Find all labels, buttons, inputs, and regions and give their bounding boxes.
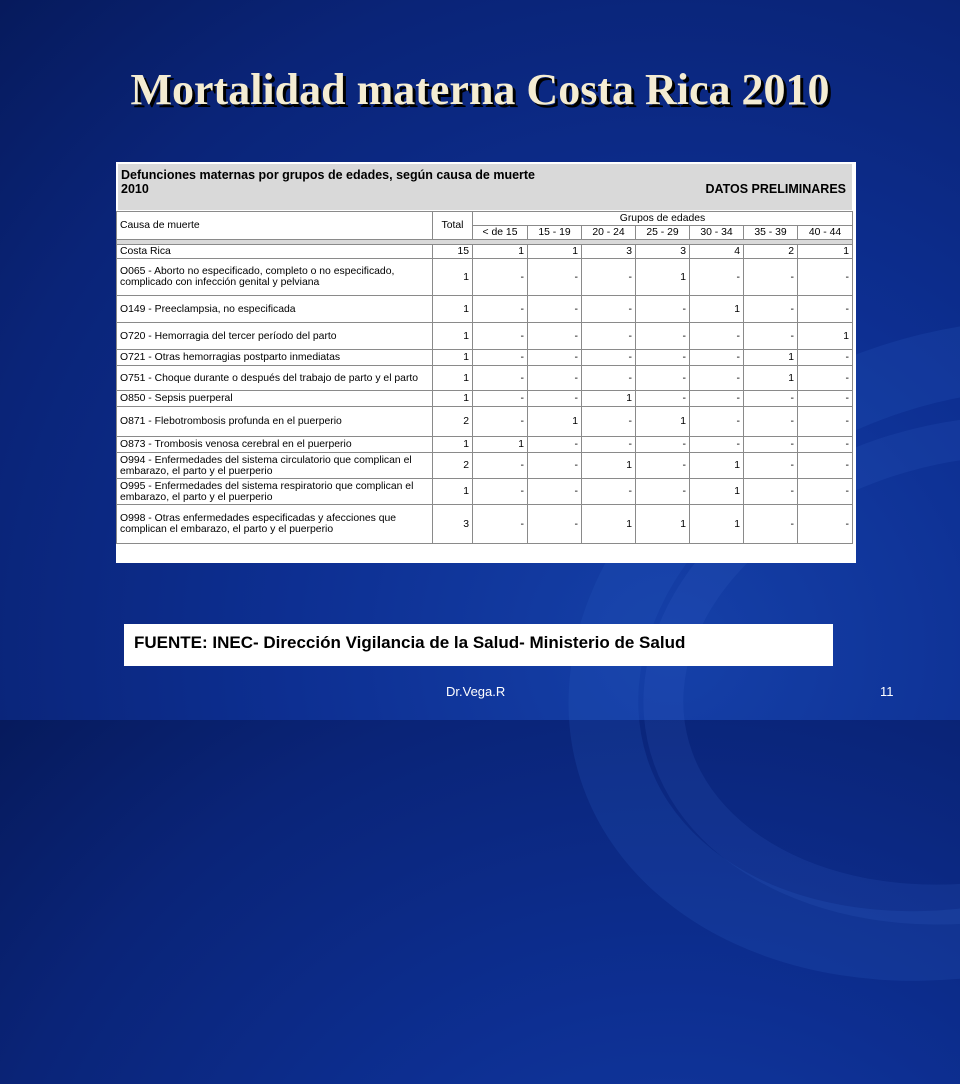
header-age-group: 20 - 24 bbox=[582, 226, 636, 240]
header-age-group: 40 - 44 bbox=[798, 226, 853, 240]
age-group-cell: - bbox=[473, 259, 528, 296]
preliminary-data-label: DATOS PRELIMINARES bbox=[705, 182, 846, 196]
age-group-cell: 3 bbox=[582, 245, 636, 259]
cause-cell: O751 - Choque durante o después del trabajo de parto y el parto bbox=[117, 366, 433, 391]
table-row bbox=[117, 391, 853, 407]
age-group-cell: - bbox=[528, 479, 582, 505]
age-group-cell: - bbox=[473, 391, 528, 407]
cause-cell: O994 - Enfermedades del sistema circulatorio que complican el embarazo, el parto y el puerperio bbox=[117, 453, 433, 479]
age-group-cell: - bbox=[582, 259, 636, 296]
age-group-cell: - bbox=[528, 453, 582, 479]
age-group-cell: - bbox=[528, 296, 582, 323]
age-group-cell: - bbox=[690, 259, 744, 296]
age-group-cell: - bbox=[798, 296, 853, 323]
age-group-cell: - bbox=[798, 437, 853, 453]
age-group-cell: 1 bbox=[528, 407, 582, 437]
total-cell: 2 bbox=[433, 453, 473, 479]
age-group-cell: - bbox=[636, 296, 690, 323]
header-age-group: 15 - 19 bbox=[528, 226, 582, 240]
age-group-cell: - bbox=[636, 453, 690, 479]
age-group-cell: - bbox=[798, 350, 853, 366]
total-cell: 1 bbox=[433, 366, 473, 391]
cause-cell: O998 - Otras enfermedades especificadas y afecciones que complican el embarazo, el parto y el puerperio bbox=[117, 505, 433, 544]
total-cell: 1 bbox=[433, 391, 473, 407]
age-group-cell: - bbox=[636, 391, 690, 407]
age-group-cell: - bbox=[582, 479, 636, 505]
mortality-table bbox=[116, 211, 853, 544]
age-group-cell: - bbox=[473, 323, 528, 350]
header-age-group: < de 15 bbox=[473, 226, 528, 240]
table-row bbox=[117, 350, 853, 366]
age-group-cell: - bbox=[690, 323, 744, 350]
header-cause: Causa de muerte bbox=[117, 212, 433, 240]
age-group-cell: - bbox=[744, 453, 798, 479]
total-cell: 1 bbox=[433, 350, 473, 366]
age-group-cell: - bbox=[690, 407, 744, 437]
age-group-cell: - bbox=[636, 323, 690, 350]
header-age-groups: Grupos de edades bbox=[473, 212, 853, 226]
age-group-cell: - bbox=[690, 437, 744, 453]
age-group-cell: 4 bbox=[690, 245, 744, 259]
table-row bbox=[117, 296, 853, 323]
slide-title: Mortalidad materna Costa Rica 2010 bbox=[130, 65, 830, 114]
table-row bbox=[117, 453, 853, 479]
age-group-cell: - bbox=[582, 407, 636, 437]
cause-cell: O149 - Preeclampsia, no especificada bbox=[117, 296, 433, 323]
age-group-cell: - bbox=[798, 505, 853, 544]
age-group-cell: - bbox=[473, 350, 528, 366]
total-cell: 1 bbox=[433, 479, 473, 505]
total-cell: 15 bbox=[433, 245, 473, 259]
table-row bbox=[117, 505, 853, 544]
age-group-cell: 1 bbox=[798, 323, 853, 350]
age-group-cell: 1 bbox=[582, 505, 636, 544]
age-group-cell: - bbox=[528, 391, 582, 407]
age-group-cell: 1 bbox=[636, 505, 690, 544]
table-row bbox=[117, 479, 853, 505]
header-age-group: 25 - 29 bbox=[636, 226, 690, 240]
age-group-cell: 1 bbox=[690, 453, 744, 479]
age-group-cell: - bbox=[798, 407, 853, 437]
source-box bbox=[124, 624, 833, 666]
age-group-cell: 1 bbox=[473, 245, 528, 259]
table-row bbox=[117, 437, 853, 453]
age-group-cell: - bbox=[582, 323, 636, 350]
age-group-cell: 1 bbox=[744, 366, 798, 391]
age-group-cell: - bbox=[636, 350, 690, 366]
age-group-cell: - bbox=[473, 366, 528, 391]
age-group-cell: 1 bbox=[690, 479, 744, 505]
age-group-cell: - bbox=[798, 479, 853, 505]
age-group-cell: - bbox=[528, 259, 582, 296]
age-group-cell: - bbox=[744, 259, 798, 296]
age-group-cell: - bbox=[690, 391, 744, 407]
age-group-cell: 1 bbox=[690, 505, 744, 544]
table-title-band bbox=[118, 164, 852, 210]
age-group-cell: 3 bbox=[636, 245, 690, 259]
table-row bbox=[117, 323, 853, 350]
age-group-cell: - bbox=[690, 350, 744, 366]
cause-cell: O720 - Hemorragia del tercer período del parto bbox=[117, 323, 433, 350]
table-title: Defunciones maternas por grupos de edades, según causa de muerte bbox=[121, 168, 536, 182]
header-age-group: 30 - 34 bbox=[690, 226, 744, 240]
table-row bbox=[117, 366, 853, 391]
age-group-cell: - bbox=[528, 323, 582, 350]
total-cell: 1 bbox=[433, 259, 473, 296]
page-number: 11 bbox=[880, 684, 894, 699]
age-group-cell: 1 bbox=[636, 259, 690, 296]
age-group-cell: 1 bbox=[473, 437, 528, 453]
cause-cell: O995 - Enfermedades del sistema respiratorio que complican el embarazo, el parto y el puerperio bbox=[117, 479, 433, 505]
age-group-cell: - bbox=[473, 407, 528, 437]
age-group-cell: - bbox=[582, 437, 636, 453]
age-group-cell: 1 bbox=[744, 350, 798, 366]
total-cell: 1 bbox=[433, 437, 473, 453]
age-group-cell: - bbox=[798, 391, 853, 407]
age-group-cell: - bbox=[744, 479, 798, 505]
total-cell: 1 bbox=[433, 296, 473, 323]
cause-cell: O871 - Flebotrombosis profunda en el puerperio bbox=[117, 407, 433, 437]
age-group-cell: 1 bbox=[582, 453, 636, 479]
cause-cell: Costa Rica bbox=[117, 245, 433, 259]
age-group-cell: - bbox=[690, 366, 744, 391]
cause-cell: O721 - Otras hemorragias postparto inmediatas bbox=[117, 350, 433, 366]
age-group-cell: 1 bbox=[582, 391, 636, 407]
cause-cell: O873 - Trombosis venosa cerebral en el puerperio bbox=[117, 437, 433, 453]
age-group-cell: - bbox=[744, 407, 798, 437]
age-group-cell: - bbox=[744, 323, 798, 350]
age-group-cell: - bbox=[744, 391, 798, 407]
age-group-cell: - bbox=[798, 259, 853, 296]
age-group-cell: 1 bbox=[636, 407, 690, 437]
age-group-cell: 1 bbox=[798, 245, 853, 259]
total-cell: 1 bbox=[433, 323, 473, 350]
cause-cell: O850 - Sepsis puerperal bbox=[117, 391, 433, 407]
table-row bbox=[117, 259, 853, 296]
mortality-table-image bbox=[116, 162, 856, 563]
age-group-cell: - bbox=[528, 437, 582, 453]
age-group-cell: - bbox=[798, 453, 853, 479]
footer-author: Dr.Vega.R bbox=[446, 684, 506, 699]
header-age-group: 35 - 39 bbox=[744, 226, 798, 240]
age-group-cell: - bbox=[636, 366, 690, 391]
table-year: 2010 bbox=[121, 182, 149, 196]
age-group-cell: - bbox=[582, 366, 636, 391]
age-group-cell: - bbox=[473, 505, 528, 544]
age-group-cell: - bbox=[582, 350, 636, 366]
table-body bbox=[117, 245, 853, 544]
age-group-cell: - bbox=[636, 437, 690, 453]
table-row bbox=[117, 407, 853, 437]
age-group-cell: - bbox=[636, 479, 690, 505]
header-total: Total bbox=[433, 212, 473, 240]
age-group-cell: - bbox=[528, 350, 582, 366]
age-group-cell: 1 bbox=[528, 245, 582, 259]
age-group-cell: 1 bbox=[690, 296, 744, 323]
age-group-cell: - bbox=[473, 479, 528, 505]
cause-cell: O065 - Aborto no especificado, completo o no especificado, complicado con infección genital y pelviana bbox=[117, 259, 433, 296]
age-group-cell: 2 bbox=[744, 245, 798, 259]
age-group-cell: - bbox=[744, 505, 798, 544]
age-group-cell: - bbox=[744, 437, 798, 453]
age-group-cell: - bbox=[473, 296, 528, 323]
age-group-cell: - bbox=[582, 296, 636, 323]
total-cell: 3 bbox=[433, 505, 473, 544]
age-group-cell: - bbox=[528, 505, 582, 544]
total-cell: 2 bbox=[433, 407, 473, 437]
age-group-cell: - bbox=[528, 366, 582, 391]
source-text: FUENTE: INEC- Dirección Vigilancia de la Salud- Ministerio de Salud bbox=[134, 633, 686, 652]
table-row-total bbox=[117, 245, 853, 259]
age-group-cell: - bbox=[473, 453, 528, 479]
age-group-cell: - bbox=[798, 366, 853, 391]
age-group-cell: - bbox=[744, 296, 798, 323]
